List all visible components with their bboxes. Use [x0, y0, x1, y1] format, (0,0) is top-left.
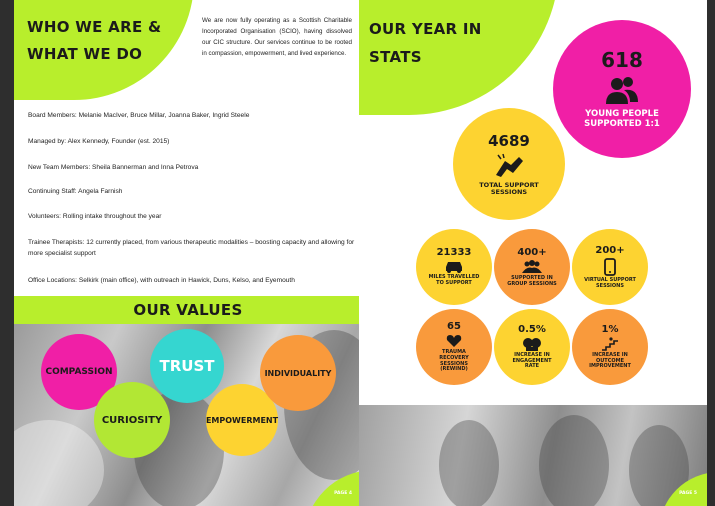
info-new-team: New Team Members: Sheila Bannerman and Inna Petrova: [28, 164, 199, 171]
stat-miles: [416, 229, 492, 305]
stat-total-support-value: 4689: [488, 131, 530, 150]
value-compassion: COMPASSION: [41, 334, 117, 410]
stat-virtual-value: 200+: [595, 244, 625, 256]
stat-virtual: [572, 229, 648, 305]
stat-young-people-label: YOUNG PEOPLE SUPPORTED 1:1: [584, 109, 660, 129]
value-individuality: INDIVIDUALITY: [260, 335, 336, 411]
stat-group-label: SUPPORTED IN GROUP SESSIONS: [507, 274, 557, 287]
car-icon: [444, 260, 464, 273]
info-managed-by: Managed by: Alex Kennedy, Founder (est. 2015): [28, 138, 170, 145]
page-title-left-line2: WHAT WE DO: [27, 45, 143, 63]
stat-miles-label: MILES TRAVELLED TO SUPPORT: [428, 274, 480, 286]
values-title: OUR VALUES: [133, 301, 243, 319]
heart-icon: [446, 334, 462, 348]
stat-total-support-label: TOTAL SUPPORT SESSIONS: [479, 180, 539, 196]
stat-engagement: [494, 309, 570, 385]
left-page: [14, 0, 362, 506]
stat-miles-value: 21333: [436, 247, 472, 259]
stat-engagement-label: INCREASE IN ENGAGEMENT RATE: [512, 351, 552, 370]
stat-outcome-value: 1%: [601, 323, 619, 335]
stat-total-support: [453, 108, 565, 220]
heads-icon: [522, 337, 542, 351]
stat-engagement-value: 0.5%: [518, 323, 546, 335]
page-number-right: PAGE 5: [679, 491, 697, 496]
value-trust: TRUST: [150, 329, 224, 403]
page-number-left: PAGE 4: [334, 491, 352, 496]
stat-trauma-value: 65: [447, 321, 461, 332]
right-page: [359, 0, 707, 506]
value-empowerment: EMPOWERMENT: [206, 384, 278, 456]
info-trainee-therapists: Trainee Therapists: 12 currently placed, from various therapeutic modalities – boosting capacity and allowing for more specialist support: [28, 239, 355, 257]
stats-background-photo: [359, 405, 707, 506]
page-title-left-line1: WHO WE ARE &: [27, 18, 162, 36]
value-curiosity: CURIOSITY: [94, 382, 170, 458]
stairs-icon: [601, 337, 619, 351]
info-continuing-staff: Continuing Staff: Angela Farnish: [28, 188, 123, 195]
people-icon: [604, 76, 640, 106]
stat-group-value: 400+: [517, 246, 547, 258]
info-board-members: Board Members: Melanie MacIver, Bruce Millar, Joanna Baker, Ingrid Steele: [28, 112, 250, 119]
info-volunteers: Volunteers: Rolling intake throughout the year: [28, 213, 162, 220]
handshake-icon: [493, 153, 525, 179]
stat-outcome-label: INCREASE IN OUTCOME IMPROVEMENT: [589, 351, 631, 370]
stat-trauma-label: TRAUMA RECOVERY SESSIONS (REWIND): [439, 349, 469, 373]
info-office-locations: Office Locations: Selkirk (main office), with outreach in Hawick, Duns, Kelso, and Eyemouth: [28, 277, 295, 284]
stat-group: [494, 229, 570, 305]
stat-virtual-label: VIRTUAL SUPPORT SESSIONS: [584, 276, 636, 289]
stat-outcome: [572, 309, 648, 385]
intro-paragraph: We are now fully operating as a Scottish Charitable Incorporated Organisation (SCIO), having dissolved our CIC structure. Our services continue to be rooted in compassion, empowerment, and lived experience.: [202, 17, 352, 57]
phone-icon: [604, 258, 616, 276]
group-icon: [521, 260, 543, 274]
page-title-right-line2: STATS: [369, 48, 422, 66]
stat-young-people-value: 618: [601, 48, 643, 73]
page-title-right-line1: OUR YEAR IN: [369, 20, 482, 38]
stat-young-people: [553, 20, 691, 158]
stat-trauma: [416, 309, 492, 385]
